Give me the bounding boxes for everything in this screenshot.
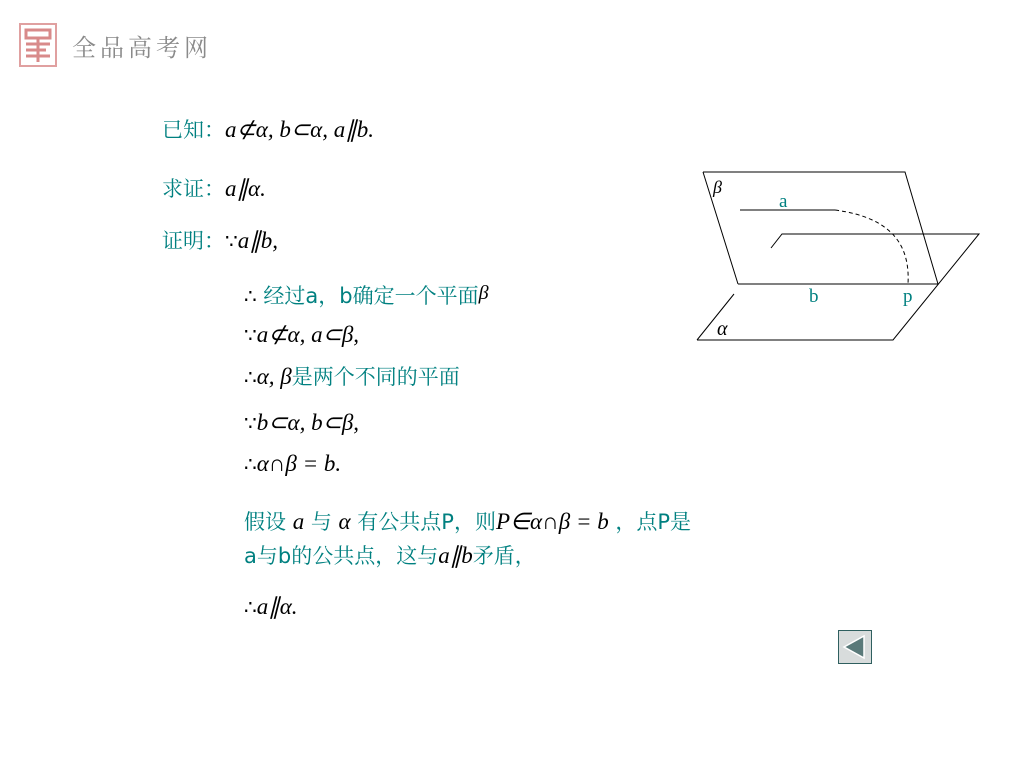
proof-start-line: [162, 225, 278, 255]
planes-figure: [695, 168, 985, 348]
step1-math: β: [478, 282, 489, 304]
label-p: p: [903, 286, 913, 307]
step2-math: a⊄α, a⊂β,: [256, 322, 360, 347]
therefore-symbol: ∴: [244, 284, 257, 308]
site-logo: [18, 22, 212, 68]
given-math: a⊄α, b⊂α, a∥b.: [225, 117, 374, 142]
step4-line: [244, 410, 359, 436]
step5-math: α∩β = b.: [256, 451, 342, 476]
proof-start-math: a∥b,: [237, 228, 278, 253]
conclusion-line: [244, 594, 298, 620]
label-a: a: [779, 191, 788, 212]
step1-text: 经过a，b确定一个平面: [256, 284, 479, 308]
step6-m4: a∥b: [438, 543, 473, 568]
proof-label: 证明：: [162, 229, 225, 253]
step3-math: α, β: [256, 364, 292, 389]
given-line: [162, 114, 374, 144]
back-button[interactable]: [838, 630, 872, 664]
logo-seal-icon: [18, 22, 58, 68]
step3-line: [244, 361, 460, 391]
label-b: b: [809, 286, 819, 307]
label-alpha: α: [717, 318, 728, 340]
label-beta: β: [713, 177, 722, 197]
plane-beta: [703, 172, 938, 284]
step6-t2: 与: [304, 510, 339, 534]
step6-m3: P∈α∩β = b: [495, 509, 609, 534]
step5-line: [244, 451, 341, 477]
prove-label: 求证：: [162, 177, 225, 201]
prove-math: a∥α.: [225, 176, 266, 201]
prove-line: [162, 173, 266, 203]
step6-t1: 假设: [244, 510, 293, 534]
plane-alpha: [697, 234, 979, 340]
therefore-symbol: ∴: [244, 365, 257, 389]
step4-math: b⊂α, b⊂β,: [256, 410, 360, 435]
step6-t6: 矛盾，: [472, 544, 536, 568]
conclusion-math: a∥α.: [256, 594, 298, 619]
step2-line: [244, 322, 359, 348]
step1-line: [244, 280, 489, 310]
dashed-curve: [835, 210, 908, 284]
step6-m1: a: [292, 509, 305, 534]
logo-text: 全品高考网: [72, 33, 212, 62]
triangle-left-icon: [839, 631, 871, 663]
therefore-symbol: ∴: [244, 595, 257, 619]
step6-t5: a与b的公共点，这与: [244, 544, 439, 568]
therefore-symbol: ∴: [244, 452, 257, 476]
step3-text: 是两个不同的平面: [291, 365, 460, 389]
step6-m2: α: [338, 509, 351, 534]
step6-t4: ，点P是: [608, 510, 692, 534]
step6-t3: 有公共点P，则: [350, 510, 496, 534]
given-label: 已知：: [162, 118, 225, 142]
because-symbol: ∵: [244, 323, 257, 347]
because-symbol: ∵: [225, 229, 238, 253]
step6-line-1: [244, 506, 691, 536]
because-symbol: ∵: [244, 411, 257, 435]
step6-line-2: [244, 540, 536, 570]
